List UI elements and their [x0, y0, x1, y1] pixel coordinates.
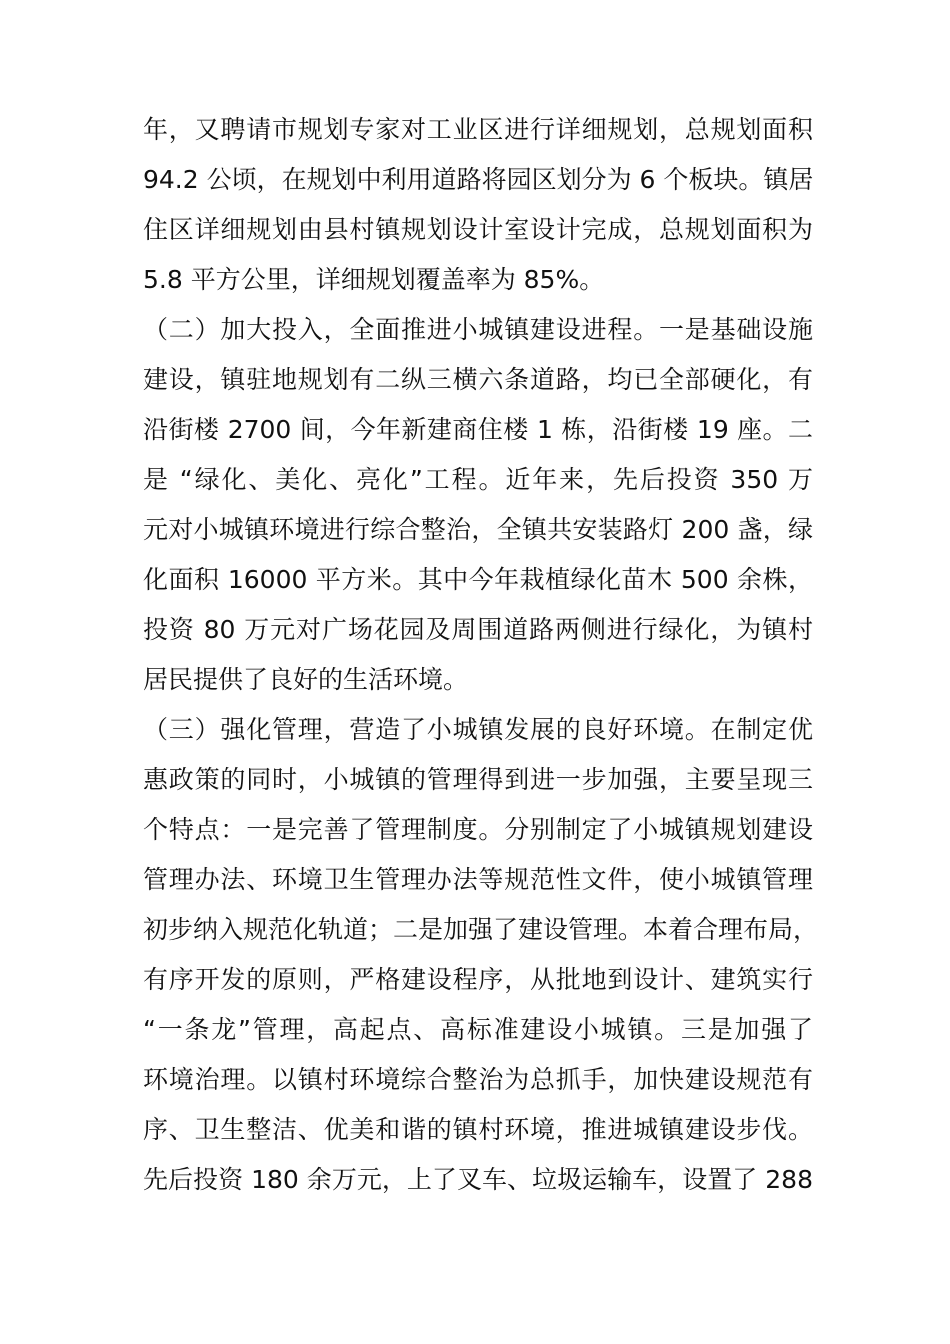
text-line: 管理办法、环境卫生管理办法等规范性文件，使小城镇管理 [143, 865, 813, 894]
text-line: “一条龙”管理，高起点、高标准建设小城镇。三是加强了 [143, 1015, 813, 1044]
text-line: 环境治理。以镇村环境综合整治为总抓手，加快建设规范有 [143, 1065, 813, 1094]
body-text [143, 105, 819, 1205]
text-line: 建设，镇驻地规划有二纵三横六条道路，均已全部硬化，有 [143, 365, 813, 394]
text-line: 有序开发的原则，严格建设程序，从批地到设计、建筑实行 [143, 965, 813, 994]
text-line: （三）强化管理，营造了小城镇发展的良好环境。在制定优 [143, 715, 813, 744]
text-line: 元对小城镇环境进行综合整治，全镇共安装路灯 200 盏，绿 [143, 515, 813, 544]
text-line: 个特点：一是完善了管理制度。分别制定了小城镇规划建设 [143, 815, 813, 844]
text-line: 序、卫生整洁、优美和谐的镇村环境，推进城镇建设步伐。 [143, 1115, 813, 1144]
text-line: 居民提供了良好的生活环境。 [143, 665, 469, 694]
text-line: 沿街楼 2700 间，今年新建商住楼 1 栋，沿街楼 19 座。二 [143, 415, 813, 444]
text-line: 94.2 公顷，在规划中利用道路将园区划分为 6 个板块。镇居 [143, 165, 814, 194]
text-line: 初步纳入规范化轨道；二是加强了建设管理。本着合理布局， [143, 915, 819, 944]
text-line: 5.8 平方公里，详细规划覆盖率为 85%。 [143, 265, 605, 294]
text-line: 惠政策的同时，小城镇的管理得到进一步加强，主要呈现三 [143, 765, 813, 794]
text-line: 化面积 16000 平方米。其中今年栽植绿化苗木 500 余株， [143, 565, 813, 594]
text-line: 年，又聘请市规划专家对工业区进行详细规划，总规划面积 [143, 115, 813, 144]
text-line: 投资 80 万元对广场花园及周围道路两侧进行绿化，为镇村 [143, 615, 813, 644]
text-line: （二）加大投入，全面推进小城镇建设进程。一是基础设施 [143, 315, 813, 344]
text-line: 住区详细规划由县村镇规划设计室设计完成，总规划面积为 [143, 215, 813, 244]
text-line: 先后投资 180 余万元，上了叉车、垃圾运输车，设置了 288 [143, 1165, 813, 1194]
text-line: 是 “绿化、美化、亮化”工程。近年来，先后投资 350 万 [143, 465, 813, 494]
